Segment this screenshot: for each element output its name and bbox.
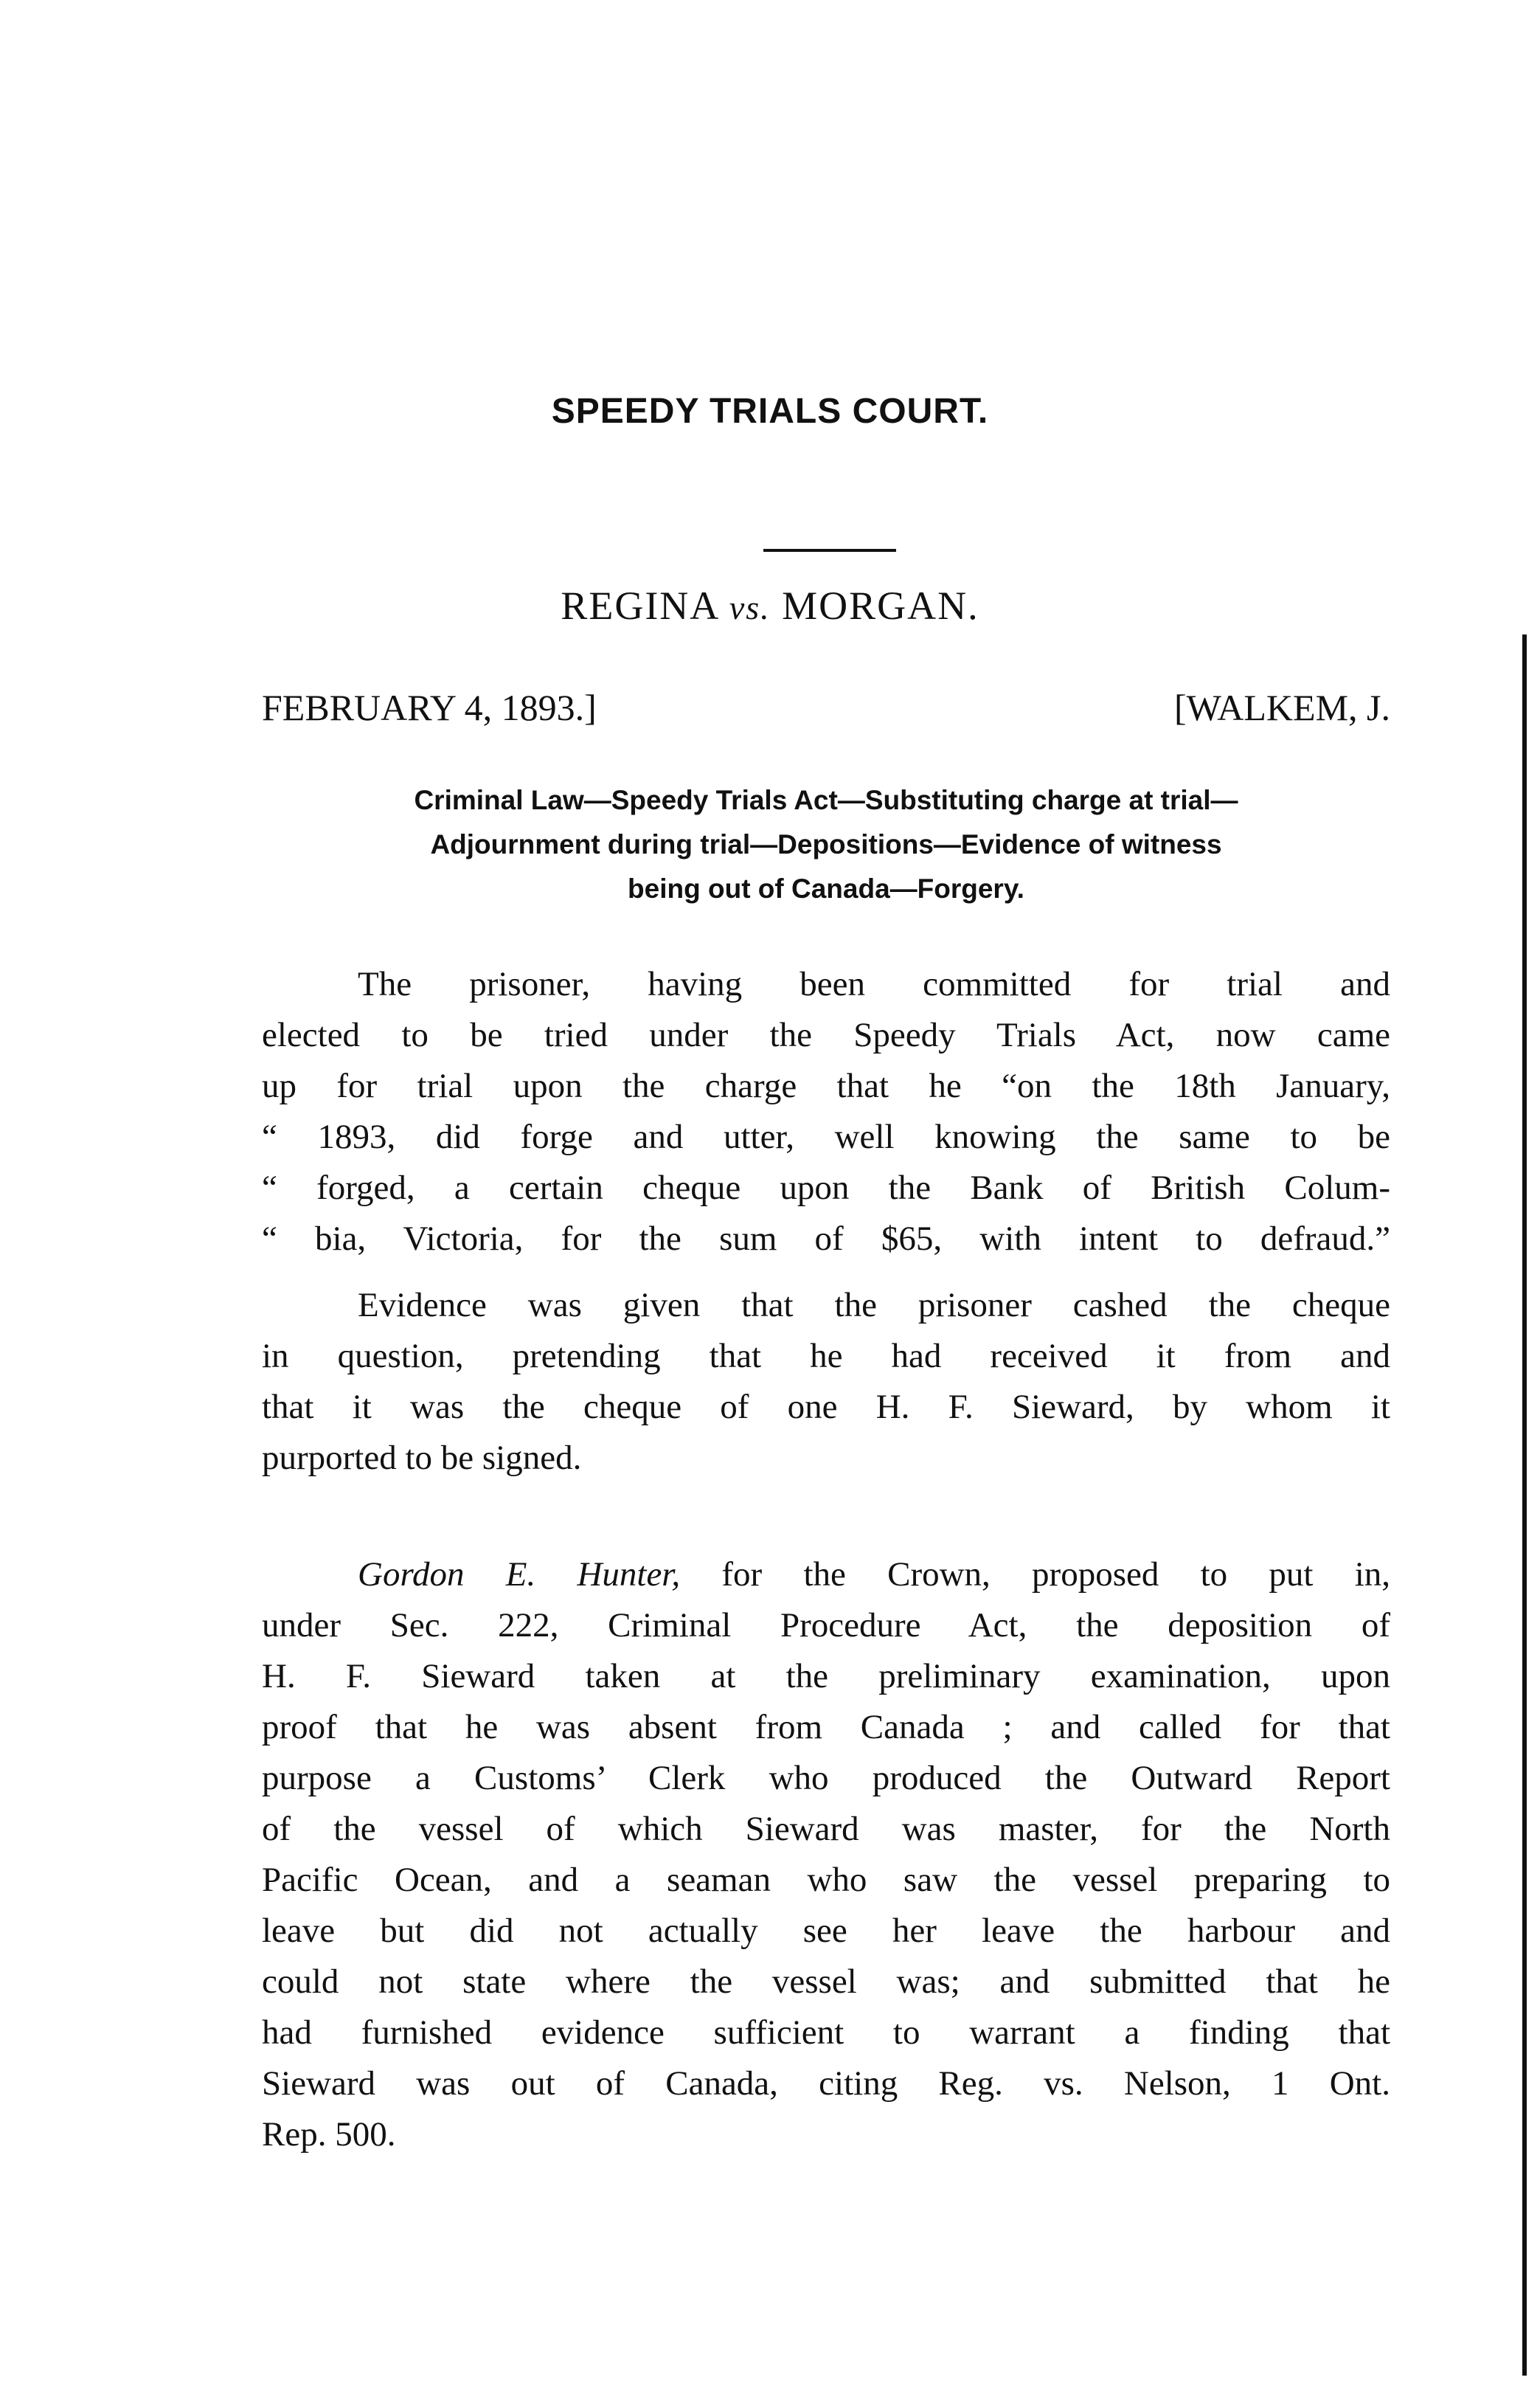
headnote-line: Criminal Law—Speedy Trials Act—Substituting charge at trial—: [414, 785, 1238, 815]
paragraph-line: Rep. 500.: [262, 2115, 396, 2154]
case-party-1: REGINA: [561, 584, 718, 628]
paragraph-line: up for trial upon the charge that he “on the 18th January,: [262, 1067, 1390, 1105]
case-versus: vs.: [729, 589, 771, 626]
headnote-line: Adjournment during trial—Depositions—Evidence of witness: [430, 829, 1222, 859]
paragraph-line: elected to be tried under the Speedy Trials Act, now came: [262, 1016, 1390, 1054]
paragraph-line: H. F. Sieward taken at the preliminary examination, upon: [262, 1657, 1390, 1695]
paragraph-line: leave but did not actually see her leave the harbour and: [262, 1912, 1390, 1950]
paragraph-line: Sieward was out of Canada, citing Reg. vs. Nelson, 1 Ont.: [262, 2064, 1390, 2103]
court-title: SPEEDY TRIALS COURT.: [551, 392, 989, 431]
paragraph-evidence: [262, 1280, 1390, 1484]
paragraph-line: Pacific Ocean, and a seaman who saw the vessel preparing to: [262, 1861, 1390, 1899]
paragraph-line: Evidence was given that the prisoner cashed the cheque: [358, 1286, 1390, 1324]
paragraph-line: purpose a Customs’ Clerk who produced the Outward Report: [262, 1759, 1390, 1797]
paragraph-line-text: for the Crown, proposed to put in,: [721, 1555, 1391, 1594]
counsel-name: Gordon E. Hunter,: [358, 1555, 681, 1594]
page-edge-shadow: [1522, 634, 1527, 2376]
paragraph-line: proof that he was absent from Canada ; and called for that: [262, 1708, 1390, 1746]
case-party-2: MORGAN.: [782, 584, 979, 628]
headnote: [262, 778, 1390, 911]
paragraph-line: of the vessel of which Sieward was master, for the North: [262, 1810, 1390, 1848]
judge-name: [WALKEM, J.: [1173, 687, 1390, 728]
decision-date: FEBRUARY 4, 1893.]: [262, 687, 597, 728]
paragraph-line: “ forged, a certain cheque upon the Bank of British Colum-: [262, 1169, 1390, 1207]
paragraph-line: “ bia, Victoria, for the sum of $65, with intent to defraud.”: [262, 1220, 1390, 1258]
case-title: [0, 583, 1540, 629]
title-divider: [763, 549, 896, 552]
paragraph-submission: [262, 1549, 1390, 2160]
paragraph-line: in question, pretending that he had received it from and: [262, 1337, 1390, 1375]
paragraph-line: “ 1893, did forge and utter, well knowing the same to be: [262, 1118, 1390, 1156]
paragraph-line: purported to be signed.: [262, 1439, 582, 1477]
paragraph-charge: [262, 959, 1390, 1265]
paragraph-line: could not state where the vessel was; and submitted that he: [262, 1962, 1390, 2001]
paragraph-line: [262, 1549, 1390, 1600]
paragraph-line: under Sec. 222, Criminal Procedure Act, the deposition of: [262, 1606, 1390, 1644]
paragraph-line: The prisoner, having been committed for trial and: [358, 965, 1390, 1003]
paragraph-line: had furnished evidence sufficient to warrant a finding that: [262, 2013, 1390, 2052]
headnote-line: being out of Canada—Forgery.: [628, 874, 1024, 904]
paragraph-line: that it was the cheque of one H. F. Sieward, by whom it: [262, 1388, 1390, 1426]
